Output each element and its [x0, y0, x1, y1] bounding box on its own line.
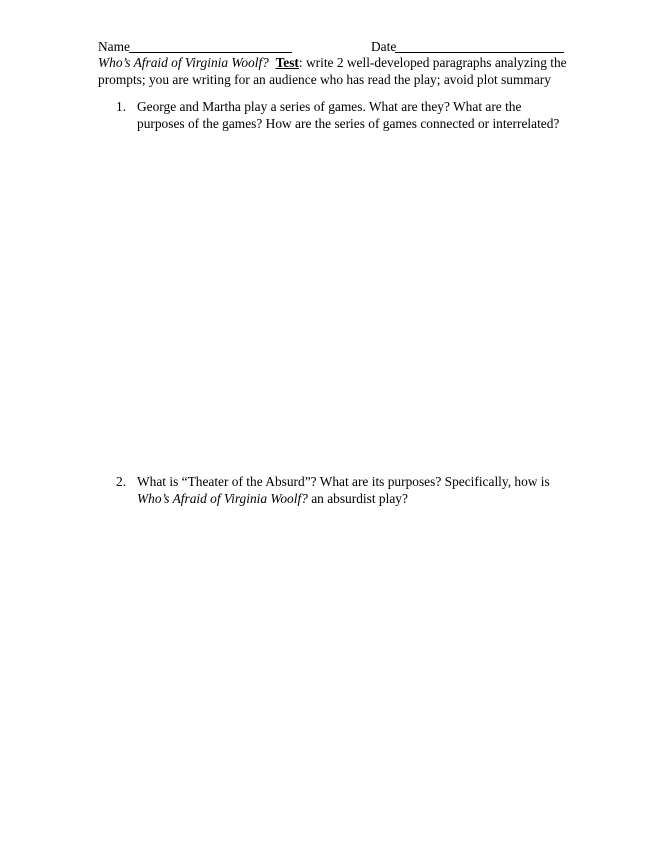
question-1-line-1: George and Martha play a series of games. What are they? What are the [137, 99, 522, 114]
instructions [98, 54, 568, 88]
instructions-line-1 [98, 54, 568, 71]
instructions-line-1-rest: : write 2 well-developed paragraphs analyzing the [298, 55, 567, 70]
header-line [98, 38, 568, 55]
question-2-line-1: What is “Theater of the Absurd”? What are its purposes? Specifically, how is [137, 474, 550, 489]
question-number: 2. [116, 474, 127, 489]
date-label: Date [371, 39, 397, 54]
question-text [137, 98, 567, 132]
instructions-line-2: prompts; you are writing for an audience who has read the play; avoid plot summary [98, 72, 551, 87]
question-1-line-2: purposes of the games? How are the series of games connected or interrelated? [137, 116, 560, 131]
name-blank-line[interactable] [129, 52, 292, 53]
play-title: Who’s Afraid of Virginia Woolf? [98, 55, 269, 70]
date-blank-line[interactable] [395, 52, 564, 53]
question-number: 1. [116, 99, 127, 114]
question-text [137, 473, 567, 507]
name-label: Name [98, 39, 130, 54]
test-label: Test [275, 55, 299, 70]
question-2-line-2-rest: an absurdist play? [307, 491, 408, 506]
play-title: Who’s Afraid of Virginia Woolf? [137, 491, 308, 506]
question-2-line-2 [137, 490, 567, 507]
